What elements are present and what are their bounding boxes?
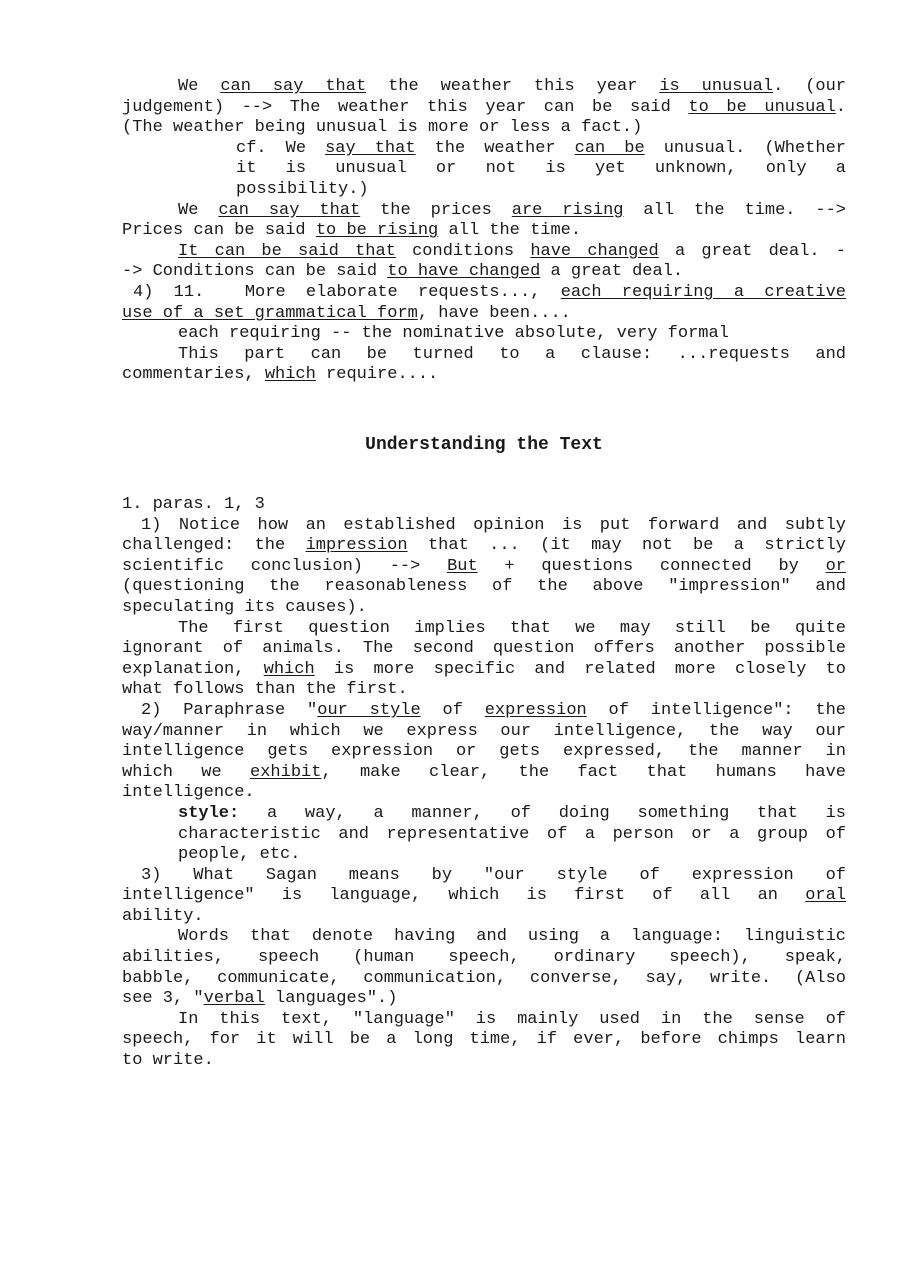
text-line: (questioning the reasonableness of the above "impression" and	[122, 577, 846, 597]
text-line: We can say that the prices are rising all the time. -->	[178, 200, 846, 220]
text-line: 2) Paraphrase "our style of expression of intelligence": the	[141, 700, 847, 720]
text-line: people, etc.	[178, 845, 301, 865]
text-line: commentaries, which require....	[122, 365, 439, 385]
document-page	[122, 77, 847, 1071]
section-heading: Understanding the Text	[365, 435, 603, 455]
text-line: Prices can be said to be rising all the time.	[122, 221, 582, 241]
text-line: characteristic and representative of a person or a group of	[178, 824, 846, 844]
text-line: speech, for it will be a long time, if ever, before chimps learn	[122, 1030, 846, 1050]
text-line: each requiring -- the nominative absolute, very formal	[178, 324, 729, 344]
text-line: We can say that the weather this year is unusual. (our	[178, 77, 847, 96]
text-line: 1) Notice how an established opinion is put forward and subtly	[141, 515, 846, 535]
text-line: ability.	[122, 906, 204, 926]
text-line: what follows than the first.	[122, 680, 408, 700]
text-line: way/manner in which we express our intelligence, the way our	[122, 721, 846, 741]
text-line: babble, communicate, communication, converse, say, write. (Also	[122, 968, 846, 988]
text-line: -> Conditions can be said to have changed a great deal.	[122, 262, 684, 282]
text-line: which we exhibit, make clear, the fact that humans have	[122, 762, 846, 782]
text-line: 3) What Sagan means by "our style of expression of	[141, 865, 846, 885]
text-line: 4) 11. More elaborate requests..., each requiring a creative	[133, 282, 846, 302]
text-line: use of a set grammatical form, have been....	[122, 303, 571, 323]
text-line: it is unusual or not is yet unknown, only a	[236, 159, 846, 179]
text-line: The first question implies that we may still be quite	[178, 618, 846, 638]
grammar-notes-section	[122, 77, 846, 386]
text-line: judgement) --> The weather this year can be said to be unusual.	[122, 97, 846, 117]
text-line: style: a way, a manner, of doing something that is	[178, 803, 846, 823]
text-line: Words that denote having and using a language: linguistic	[178, 927, 846, 947]
text-line: see 3, "verbal languages".)	[122, 989, 398, 1009]
text-line: 1. paras. 1, 3	[122, 495, 265, 514]
text-line: challenged: the impression that ... (it may not be a strictly	[122, 536, 846, 556]
text-line: (The weather being unusual is more or less a fact.)	[122, 118, 643, 138]
text-line: In this text, "language" is mainly used in the sense of	[178, 1009, 846, 1029]
understanding-text-section	[122, 495, 846, 1072]
text-line: explanation, which is more specific and related more closely to	[122, 659, 846, 679]
text-line: abilities, speech (human speech, ordinary speech), speak,	[122, 948, 846, 968]
text-line: cf. We say that the weather can be unusual. (Whether	[236, 138, 846, 158]
text-line: This part can be turned to a clause: ...requests and	[178, 344, 846, 364]
text-line: It can be said that conditions have changed a great deal. -	[178, 241, 847, 261]
text-line: to write.	[122, 1051, 214, 1071]
text-line: intelligence" is language, which is first of all an oral	[122, 886, 846, 906]
text-line: intelligence gets expression or gets expressed, the manner in	[122, 742, 846, 762]
text-line: intelligence.	[122, 783, 255, 803]
text-line: ignorant of animals. The second question offers another possible	[122, 639, 846, 659]
text-line: speculating its causes).	[122, 597, 367, 617]
text-line: scientific conclusion) --> But + questions connected by or	[122, 556, 846, 576]
text-line: possibility.)	[236, 179, 369, 199]
